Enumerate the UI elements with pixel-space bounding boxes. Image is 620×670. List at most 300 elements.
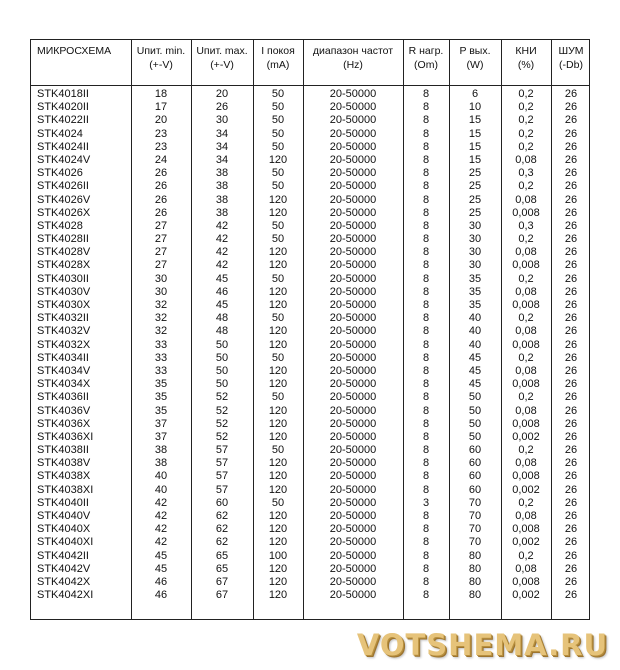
cell-vmax: 67	[215, 589, 229, 602]
cell-thd: 0,2	[518, 180, 534, 193]
cell-chip: STK4040X	[37, 523, 91, 536]
cell-freq: 20-50000	[329, 219, 377, 232]
cell-rload: 8	[422, 457, 430, 470]
cell-rload: 8	[422, 378, 430, 391]
cell-noise: 26	[564, 351, 578, 364]
table-row	[31, 339, 589, 352]
table-row	[31, 497, 589, 510]
cell-freq: 20-50000	[329, 575, 377, 588]
table-row	[31, 589, 589, 602]
table-row	[31, 114, 589, 127]
cell-pout: 40	[468, 338, 482, 351]
cell-chip: STK4038II	[37, 444, 89, 457]
cell-vmax: 57	[215, 457, 229, 470]
cell-chip: STK4040II	[37, 496, 89, 509]
cell-iq: 120	[268, 299, 288, 311]
cell-pout: 45	[468, 378, 482, 391]
cell-freq: 20-50000	[329, 364, 377, 377]
table-row	[31, 194, 589, 207]
cell-noise: 26	[564, 562, 578, 575]
cell-vmax: 34	[215, 140, 229, 153]
cell-freq: 20-50000	[329, 378, 377, 391]
table-row	[31, 470, 589, 483]
header-line: (-Db)	[559, 59, 583, 71]
cell-noise: 26	[564, 589, 578, 602]
cell-chip: STK4026II	[37, 180, 89, 193]
cell-iq: 50	[271, 180, 285, 193]
cell-freq: 20-50000	[329, 127, 377, 140]
cell-noise: 26	[564, 193, 578, 206]
table-row	[31, 378, 589, 391]
cell-vmin: 33	[154, 364, 168, 377]
cell-noise: 26	[564, 167, 578, 180]
cell-iq: 120	[268, 483, 288, 496]
cell-thd: 0,002	[512, 483, 540, 496]
cell-pout: 35	[468, 272, 482, 285]
cell-freq: 20-50000	[329, 351, 377, 364]
cell-iq: 50	[271, 272, 285, 285]
cell-freq: 20-50000	[329, 510, 377, 522]
cell-thd: 0,08	[515, 246, 537, 259]
cell-vmax: 34	[215, 153, 229, 166]
cell-pout: 60	[468, 483, 482, 496]
cell-chip: STK4042XI	[37, 589, 94, 602]
cell-vmax: 57	[215, 470, 229, 483]
cell-chip: STK4030II	[37, 272, 89, 285]
cell-pout: 70	[468, 523, 482, 536]
cell-iq: 50	[271, 88, 285, 100]
cell-vmin: 46	[154, 589, 168, 602]
cell-rload: 8	[422, 470, 430, 483]
cell-rload: 8	[422, 338, 430, 351]
cell-pout: 6	[471, 88, 479, 100]
cell-vmax: 65	[215, 549, 229, 562]
site-watermark: VOTSHEMA.RU	[356, 628, 608, 662]
cell-thd: 0,3	[518, 167, 534, 180]
cell-vmin: 32	[154, 325, 168, 338]
cell-thd: 0,2	[518, 444, 534, 457]
cell-vmin: 40	[154, 483, 168, 496]
cell-pout: 60	[468, 444, 482, 457]
cell-vmax: 26	[215, 101, 229, 114]
cell-vmax: 48	[215, 325, 229, 338]
cell-thd: 0,08	[515, 457, 537, 470]
cell-freq: 20-50000	[329, 193, 377, 206]
cell-rload: 8	[422, 167, 430, 180]
cell-iq: 50	[271, 444, 285, 457]
cell-rload: 8	[422, 444, 430, 457]
cell-noise: 26	[564, 246, 578, 259]
cell-noise: 26	[564, 312, 578, 325]
table-row	[31, 180, 589, 193]
cell-chip: STK4024	[37, 127, 83, 140]
cell-chip: STK4038X	[37, 470, 91, 483]
cell-pout: 60	[468, 470, 482, 483]
cell-thd: 0,08	[515, 562, 537, 575]
cell-vmin: 27	[154, 246, 168, 259]
cell-freq: 20-50000	[329, 88, 377, 100]
cell-chip: STK4018II	[37, 88, 89, 100]
cell-chip: STK4020II	[37, 101, 89, 114]
cell-freq: 20-50000	[329, 430, 377, 443]
cell-thd: 0,008	[512, 259, 540, 272]
table-row	[31, 391, 589, 404]
cell-iq: 120	[268, 430, 288, 443]
cell-rload: 8	[422, 430, 430, 443]
cell-vmax: 50	[215, 364, 229, 377]
cell-noise: 26	[564, 457, 578, 470]
cell-iq: 120	[268, 562, 288, 575]
cell-iq: 50	[271, 233, 285, 246]
cell-vmax: 38	[215, 180, 229, 193]
cell-noise: 26	[564, 180, 578, 193]
cell-freq: 20-50000	[329, 325, 377, 338]
cell-noise: 26	[564, 233, 578, 246]
table-row	[31, 563, 589, 576]
cell-freq: 20-50000	[329, 483, 377, 496]
header-line: (%)	[517, 59, 535, 71]
cell-vmax: 50	[215, 351, 229, 364]
cell-vmax: 45	[215, 272, 229, 285]
cell-vmin: 26	[154, 206, 168, 219]
cell-chip: STK4024II	[37, 140, 89, 153]
cell-freq: 20-50000	[329, 457, 377, 470]
cell-vmax: 46	[215, 285, 229, 298]
cell-chip: STK4036V	[37, 404, 91, 417]
cell-freq: 20-50000	[329, 391, 377, 404]
cell-vmax: 62	[215, 510, 229, 522]
cell-vmin: 20	[154, 114, 168, 127]
cell-freq: 20-50000	[329, 246, 377, 259]
cell-iq: 120	[268, 338, 288, 351]
cell-vmin: 37	[154, 417, 168, 430]
table-row	[31, 299, 589, 312]
cell-vmin: 23	[154, 140, 168, 153]
cell-freq: 20-50000	[329, 259, 377, 272]
cell-thd: 0,3	[518, 219, 534, 232]
cell-vmin: 37	[154, 430, 168, 443]
table-row	[31, 484, 589, 497]
cell-vmin: 42	[154, 523, 168, 536]
cell-chip: STK4030X	[37, 299, 91, 311]
cell-freq: 20-50000	[329, 549, 377, 562]
cell-iq: 50	[271, 114, 285, 127]
cell-vmin: 42	[154, 496, 168, 509]
table-row	[31, 536, 589, 549]
cell-freq: 20-50000	[329, 206, 377, 219]
cell-iq: 100	[268, 549, 288, 562]
cell-freq: 20-50000	[329, 470, 377, 483]
cell-rload: 8	[422, 285, 430, 298]
cell-vmax: 52	[215, 430, 229, 443]
cell-chip: STK4034V	[37, 364, 91, 377]
cell-pout: 30	[468, 219, 482, 232]
cell-pout: 70	[468, 536, 482, 549]
cell-iq: 120	[268, 536, 288, 549]
cell-vmax: 38	[215, 167, 229, 180]
cell-iq: 120	[268, 470, 288, 483]
cell-chip: STK4032V	[37, 325, 91, 338]
cell-pout: 10	[468, 101, 482, 114]
cell-vmax: 65	[215, 562, 229, 575]
cell-vmin: 45	[154, 549, 168, 562]
header-line: ШУМ	[558, 45, 584, 57]
cell-vmax: 52	[215, 404, 229, 417]
cell-pout: 70	[468, 496, 482, 509]
cell-noise: 26	[564, 391, 578, 404]
cell-vmax: 62	[215, 536, 229, 549]
cell-vmin: 35	[154, 378, 168, 391]
cell-iq: 50	[271, 351, 285, 364]
cell-noise: 26	[564, 140, 578, 153]
cell-noise: 26	[564, 430, 578, 443]
cell-pout: 50	[468, 430, 482, 443]
cell-vmax: 57	[215, 444, 229, 457]
table-row	[31, 405, 589, 418]
cell-iq: 50	[271, 127, 285, 140]
cell-chip: STK4028II	[37, 233, 89, 246]
cell-rload: 8	[422, 549, 430, 562]
cell-iq: 120	[268, 510, 288, 522]
cell-freq: 20-50000	[329, 338, 377, 351]
cell-rload: 8	[422, 523, 430, 536]
cell-rload: 8	[422, 127, 430, 140]
cell-iq: 120	[268, 589, 288, 602]
cell-freq: 20-50000	[329, 101, 377, 114]
cell-noise: 26	[564, 101, 578, 114]
header-line: (Om)	[414, 59, 438, 71]
cell-rload: 8	[422, 88, 430, 100]
cell-vmin: 17	[154, 101, 168, 114]
cell-pout: 30	[468, 259, 482, 272]
cell-vmin: 18	[154, 88, 168, 100]
cell-pout: 25	[468, 193, 482, 206]
cell-pout: 80	[468, 549, 482, 562]
table-row	[31, 154, 589, 167]
cell-thd: 0,008	[512, 378, 540, 391]
cell-rload: 8	[422, 510, 430, 522]
cell-noise: 26	[564, 219, 578, 232]
cell-rload: 8	[422, 404, 430, 417]
cell-vmin: 32	[154, 312, 168, 325]
cell-pout: 45	[468, 351, 482, 364]
header-line: Uпит. max.	[196, 45, 248, 57]
table-row	[31, 550, 589, 563]
cell-thd: 0,002	[512, 430, 540, 443]
cell-rload: 8	[422, 140, 430, 153]
cell-thd: 0,008	[512, 417, 540, 430]
cell-noise: 26	[564, 299, 578, 311]
table-row	[31, 141, 589, 154]
cell-iq: 120	[268, 206, 288, 219]
cell-iq: 50	[271, 101, 285, 114]
cell-thd: 0,008	[512, 523, 540, 536]
cell-vmin: 23	[154, 127, 168, 140]
cell-noise: 26	[564, 338, 578, 351]
cell-chip: STK4042X	[37, 575, 91, 588]
table-row	[31, 510, 589, 523]
cell-freq: 20-50000	[329, 180, 377, 193]
cell-iq: 50	[271, 140, 285, 153]
cell-pout: 30	[468, 233, 482, 246]
cell-rload: 8	[422, 233, 430, 246]
cell-freq: 20-50000	[329, 167, 377, 180]
cell-rload: 8	[422, 272, 430, 285]
cell-vmax: 52	[215, 417, 229, 430]
cell-rload: 8	[422, 114, 430, 127]
cell-iq: 120	[268, 575, 288, 588]
cell-pout: 25	[468, 180, 482, 193]
cell-vmax: 30	[215, 114, 229, 127]
table-row	[31, 273, 589, 286]
cell-chip: STK4028	[37, 219, 83, 232]
cell-vmin: 42	[154, 536, 168, 549]
table-row	[31, 457, 589, 470]
cell-iq: 120	[268, 364, 288, 377]
table-row	[31, 286, 589, 299]
table-row	[31, 101, 589, 114]
cell-pout: 50	[468, 417, 482, 430]
cell-chip: STK4036II	[37, 391, 89, 404]
cell-chip: STK4032II	[37, 312, 89, 325]
cell-chip: STK4026X	[37, 206, 91, 219]
cell-freq: 20-50000	[329, 589, 377, 602]
cell-pout: 45	[468, 364, 482, 377]
cell-vmax: 50	[215, 338, 229, 351]
cell-chip: STK4022II	[37, 114, 89, 127]
cell-iq: 50	[271, 167, 285, 180]
cell-thd: 0,2	[518, 312, 534, 325]
header-line: диапазон частот	[312, 45, 394, 57]
cell-pout: 15	[468, 127, 482, 140]
header-iq	[253, 44, 303, 72]
cell-vmax: 57	[215, 483, 229, 496]
cell-rload: 8	[422, 483, 430, 496]
cell-vmax: 38	[215, 193, 229, 206]
table-row	[31, 365, 589, 378]
cell-noise: 26	[564, 272, 578, 285]
table-row	[31, 259, 589, 272]
table-row	[31, 246, 589, 259]
cell-rload: 8	[422, 180, 430, 193]
cell-vmin: 40	[154, 470, 168, 483]
cell-noise: 26	[564, 259, 578, 272]
header-line: КНИ	[515, 45, 537, 57]
cell-rload: 8	[422, 562, 430, 575]
cell-noise: 26	[564, 285, 578, 298]
table-row	[31, 418, 589, 431]
cell-thd: 0,2	[518, 233, 534, 246]
cell-pout: 80	[468, 575, 482, 588]
cell-vmin: 30	[154, 285, 168, 298]
table-row	[31, 220, 589, 233]
cell-chip: STK4026V	[37, 193, 91, 206]
header-line: (+-V)	[210, 59, 234, 71]
header-line: (+-V)	[149, 59, 173, 71]
cell-iq: 50	[271, 312, 285, 325]
cell-chip: STK4028V	[37, 246, 91, 259]
cell-thd: 0,2	[518, 101, 534, 114]
cell-rload: 8	[422, 153, 430, 166]
cell-chip: STK4034II	[37, 351, 89, 364]
cell-chip: STK4038XI	[37, 483, 94, 496]
cell-vmin: 26	[154, 180, 168, 193]
table-body	[31, 88, 589, 602]
cell-freq: 20-50000	[329, 285, 377, 298]
header-rload	[403, 44, 449, 72]
cell-rload: 8	[422, 575, 430, 588]
cell-thd: 0,008	[512, 575, 540, 588]
cell-vmin: 30	[154, 272, 168, 285]
cell-vmax: 67	[215, 575, 229, 588]
cell-thd: 0,002	[512, 536, 540, 549]
cell-noise: 26	[564, 206, 578, 219]
cell-thd: 0,008	[512, 470, 540, 483]
cell-pout: 70	[468, 510, 482, 522]
cell-vmin: 33	[154, 338, 168, 351]
cell-rload: 8	[422, 246, 430, 259]
table-row	[31, 325, 589, 338]
cell-freq: 20-50000	[329, 153, 377, 166]
cell-chip: STK4028X	[37, 259, 91, 272]
cell-thd: 0,08	[515, 285, 537, 298]
cell-rload: 3	[422, 496, 430, 509]
cell-freq: 20-50000	[329, 417, 377, 430]
cell-rload: 8	[422, 299, 430, 311]
header-vmin	[131, 44, 191, 72]
cell-thd: 0,2	[518, 496, 534, 509]
cell-vmax: 42	[215, 233, 229, 246]
cell-pout: 15	[468, 153, 482, 166]
cell-noise: 26	[564, 510, 578, 522]
cell-freq: 20-50000	[329, 444, 377, 457]
cell-noise: 26	[564, 549, 578, 562]
cell-vmin: 38	[154, 444, 168, 457]
header-line: Uпит. min.	[136, 45, 186, 57]
cell-vmin: 38	[154, 457, 168, 470]
cell-noise: 26	[564, 364, 578, 377]
cell-freq: 20-50000	[329, 536, 377, 549]
cell-vmax: 20	[215, 88, 229, 100]
cell-thd: 0,2	[518, 391, 534, 404]
table-row	[31, 444, 589, 457]
cell-vmin: 45	[154, 562, 168, 575]
cell-thd: 0,08	[515, 404, 537, 417]
cell-noise: 26	[564, 404, 578, 417]
table-row	[31, 576, 589, 589]
header-line: (mA)	[266, 59, 290, 71]
cell-vmin: 35	[154, 391, 168, 404]
cell-thd: 0,08	[515, 510, 537, 522]
cell-freq: 20-50000	[329, 233, 377, 246]
header-vmax	[191, 44, 253, 72]
cell-thd: 0,2	[518, 140, 534, 153]
header-chip	[37, 44, 131, 58]
table-row	[31, 233, 589, 246]
spec-table	[30, 39, 590, 620]
cell-rload: 8	[422, 536, 430, 549]
table-row	[31, 88, 589, 101]
cell-rload: 8	[422, 391, 430, 404]
cell-pout: 40	[468, 325, 482, 338]
cell-vmax: 34	[215, 127, 229, 140]
cell-iq: 120	[268, 246, 288, 259]
cell-rload: 8	[422, 351, 430, 364]
cell-rload: 8	[422, 206, 430, 219]
cell-chip: STK4038V	[37, 457, 91, 470]
cell-pout: 25	[468, 206, 482, 219]
cell-thd: 0,2	[518, 88, 534, 100]
